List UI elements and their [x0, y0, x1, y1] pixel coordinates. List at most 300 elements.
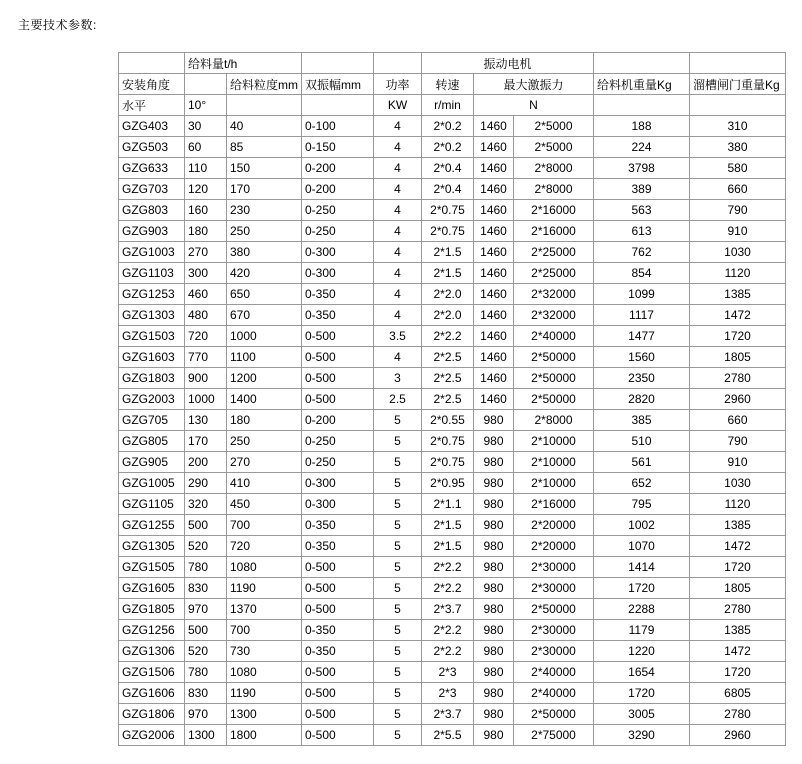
cell-angle-10: 1300 — [227, 704, 302, 725]
cell-speed: 1460 — [474, 263, 514, 284]
cell-horizontal: 120 — [185, 179, 227, 200]
header-row-2 — [119, 74, 786, 95]
cell-feed-size: 0-250 — [302, 431, 374, 452]
cell-feeder-weight: 563 — [594, 200, 690, 221]
cell-amplitude: 4 — [374, 137, 422, 158]
cell-feeder-weight: 762 — [594, 242, 690, 263]
table-row — [119, 410, 786, 431]
cell-speed: 980 — [474, 431, 514, 452]
cell-horizontal: 520 — [185, 641, 227, 662]
cell-horizontal: 200 — [185, 452, 227, 473]
header-install-angle: 安装角度 — [119, 74, 185, 95]
cell-amplitude: 4 — [374, 221, 422, 242]
cell-exciting-force: 2*25000 — [514, 242, 594, 263]
cell-feeder-weight: 1720 — [594, 578, 690, 599]
cell-model: GZG2006 — [119, 725, 185, 746]
cell-feed-size: 0-300 — [302, 473, 374, 494]
cell-gate-weight: 1030 — [690, 242, 786, 263]
cell-horizontal: 110 — [185, 158, 227, 179]
cell-horizontal: 290 — [185, 473, 227, 494]
cell-feed-size: 0-350 — [302, 284, 374, 305]
cell-power: 2*3.7 — [422, 704, 474, 725]
cell-angle-10: 1000 — [227, 326, 302, 347]
cell-feed-size: 0-350 — [302, 620, 374, 641]
cell-model: GZG803 — [119, 200, 185, 221]
cell-exciting-force: 2*40000 — [514, 326, 594, 347]
cell-feed-size: 0-500 — [302, 389, 374, 410]
cell-power: 2*2.2 — [422, 557, 474, 578]
cell-power: 2*0.95 — [422, 473, 474, 494]
cell-model: GZG1103 — [119, 263, 185, 284]
cell-horizontal: 720 — [185, 326, 227, 347]
cell-amplitude: 3.5 — [374, 326, 422, 347]
cell-model: GZG1603 — [119, 347, 185, 368]
cell-angle-10: 720 — [227, 536, 302, 557]
cell-feed-size: 0-150 — [302, 137, 374, 158]
table-row — [119, 431, 786, 452]
cell-gate-weight: 1805 — [690, 578, 786, 599]
table-row — [119, 578, 786, 599]
cell-exciting-force: 2*30000 — [514, 620, 594, 641]
header-cell-blank-6 — [185, 74, 227, 95]
cell-power: 2*3 — [422, 662, 474, 683]
cell-amplitude: 5 — [374, 662, 422, 683]
header-feeder-weight: 给料机重量Kg — [594, 74, 690, 95]
header-feed-size: 给料粒度mm — [227, 74, 302, 95]
cell-feed-size: 0-300 — [302, 263, 374, 284]
header-force-unit: N — [474, 95, 594, 116]
cell-gate-weight: 1720 — [690, 557, 786, 578]
cell-angle-10: 250 — [227, 431, 302, 452]
cell-gate-weight: 910 — [690, 452, 786, 473]
table-row — [119, 347, 786, 368]
cell-speed: 1460 — [474, 200, 514, 221]
cell-feeder-weight: 795 — [594, 494, 690, 515]
cell-model: GZG1805 — [119, 599, 185, 620]
cell-exciting-force: 2*32000 — [514, 284, 594, 305]
cell-model: GZG403 — [119, 116, 185, 137]
cell-amplitude: 5 — [374, 494, 422, 515]
cell-angle-10: 1190 — [227, 683, 302, 704]
cell-feed-size: 0-200 — [302, 158, 374, 179]
table-row — [119, 116, 786, 137]
cell-amplitude: 5 — [374, 452, 422, 473]
cell-model: GZG1003 — [119, 242, 185, 263]
cell-amplitude: 5 — [374, 473, 422, 494]
cell-feeder-weight: 1220 — [594, 641, 690, 662]
cell-power: 2*3 — [422, 683, 474, 704]
table-row — [119, 620, 786, 641]
cell-amplitude: 4 — [374, 305, 422, 326]
cell-angle-10: 650 — [227, 284, 302, 305]
table-row — [119, 683, 786, 704]
cell-horizontal: 780 — [185, 557, 227, 578]
cell-feed-size: 0-250 — [302, 221, 374, 242]
cell-speed: 1460 — [474, 116, 514, 137]
cell-exciting-force: 2*8000 — [514, 179, 594, 200]
cell-speed: 980 — [474, 536, 514, 557]
cell-model: GZG1303 — [119, 305, 185, 326]
header-max-exciting-force: 最大激振力 — [474, 74, 594, 95]
table-row — [119, 284, 786, 305]
cell-angle-10: 230 — [227, 200, 302, 221]
cell-model: GZG1806 — [119, 704, 185, 725]
cell-model: GZG1505 — [119, 557, 185, 578]
cell-angle-10: 180 — [227, 410, 302, 431]
cell-model: GZG703 — [119, 179, 185, 200]
table-row — [119, 158, 786, 179]
cell-feed-size: 0-500 — [302, 725, 374, 746]
cell-exciting-force: 2*40000 — [514, 662, 594, 683]
cell-speed: 980 — [474, 704, 514, 725]
cell-model: GZG1606 — [119, 683, 185, 704]
table-row — [119, 326, 786, 347]
cell-gate-weight: 580 — [690, 158, 786, 179]
cell-exciting-force: 2*10000 — [514, 452, 594, 473]
cell-speed: 1460 — [474, 179, 514, 200]
cell-horizontal: 1300 — [185, 725, 227, 746]
cell-feed-size: 0-300 — [302, 494, 374, 515]
cell-amplitude: 4 — [374, 179, 422, 200]
cell-power: 2*0.75 — [422, 200, 474, 221]
cell-speed: 980 — [474, 599, 514, 620]
cell-gate-weight: 1030 — [690, 473, 786, 494]
header-cell-blank-3 — [374, 53, 422, 74]
cell-speed: 980 — [474, 683, 514, 704]
cell-feeder-weight: 385 — [594, 410, 690, 431]
cell-feed-size: 0-350 — [302, 515, 374, 536]
cell-feeder-weight: 389 — [594, 179, 690, 200]
header-cell-blank-8 — [302, 95, 374, 116]
cell-amplitude: 4 — [374, 242, 422, 263]
cell-power: 2*2.0 — [422, 284, 474, 305]
cell-exciting-force: 2*16000 — [514, 221, 594, 242]
cell-exciting-force: 2*50000 — [514, 599, 594, 620]
cell-exciting-force: 2*5000 — [514, 116, 594, 137]
table-row — [119, 221, 786, 242]
cell-amplitude: 4 — [374, 200, 422, 221]
cell-horizontal: 160 — [185, 200, 227, 221]
cell-gate-weight: 1720 — [690, 662, 786, 683]
cell-speed: 980 — [474, 725, 514, 746]
table-row — [119, 452, 786, 473]
cell-angle-10: 420 — [227, 263, 302, 284]
cell-exciting-force: 2*32000 — [514, 305, 594, 326]
header-feed-rate: 给料量t/h — [185, 53, 302, 74]
cell-horizontal: 300 — [185, 263, 227, 284]
cell-feeder-weight: 1099 — [594, 284, 690, 305]
header-cell-blank-10 — [690, 95, 786, 116]
cell-feed-size: 0-350 — [302, 305, 374, 326]
cell-feed-size: 0-500 — [302, 704, 374, 725]
header-cell-blank-9 — [594, 95, 690, 116]
header-double-amplitude: 双振幅mm — [302, 74, 374, 95]
cell-feed-size: 0-500 — [302, 578, 374, 599]
cell-amplitude: 5 — [374, 410, 422, 431]
cell-amplitude: 5 — [374, 536, 422, 557]
table-row — [119, 557, 786, 578]
cell-feed-size: 0-500 — [302, 326, 374, 347]
header-speed-unit: r/min — [422, 95, 474, 116]
cell-speed: 1460 — [474, 284, 514, 305]
header-angle-10: 10° — [185, 95, 227, 116]
cell-amplitude: 4 — [374, 158, 422, 179]
cell-horizontal: 830 — [185, 578, 227, 599]
cell-amplitude: 5 — [374, 620, 422, 641]
cell-horizontal: 180 — [185, 221, 227, 242]
cell-amplitude: 2.5 — [374, 389, 422, 410]
cell-horizontal: 480 — [185, 305, 227, 326]
cell-gate-weight: 910 — [690, 221, 786, 242]
cell-gate-weight: 1472 — [690, 305, 786, 326]
cell-angle-10: 1190 — [227, 578, 302, 599]
cell-exciting-force: 2*20000 — [514, 536, 594, 557]
cell-speed: 1460 — [474, 221, 514, 242]
cell-power: 2*2.5 — [422, 347, 474, 368]
table-row — [119, 725, 786, 746]
cell-gate-weight: 660 — [690, 410, 786, 431]
cell-model: GZG1305 — [119, 536, 185, 557]
cell-model: GZG1506 — [119, 662, 185, 683]
cell-speed: 980 — [474, 620, 514, 641]
cell-angle-10: 1080 — [227, 662, 302, 683]
cell-feed-size: 0-500 — [302, 662, 374, 683]
cell-feeder-weight: 854 — [594, 263, 690, 284]
table-row — [119, 515, 786, 536]
cell-power: 2*1.1 — [422, 494, 474, 515]
cell-feed-size: 0-250 — [302, 200, 374, 221]
cell-power: 2*1.5 — [422, 242, 474, 263]
cell-angle-10: 1200 — [227, 368, 302, 389]
header-vibrating-motor: 振动电机 — [422, 53, 594, 74]
cell-exciting-force: 2*8000 — [514, 158, 594, 179]
cell-feed-size: 0-250 — [302, 452, 374, 473]
cell-feeder-weight: 1179 — [594, 620, 690, 641]
table-row — [119, 536, 786, 557]
cell-exciting-force: 2*50000 — [514, 347, 594, 368]
cell-angle-10: 170 — [227, 179, 302, 200]
cell-model: GZG1803 — [119, 368, 185, 389]
cell-angle-10: 670 — [227, 305, 302, 326]
cell-feed-size: 0-100 — [302, 116, 374, 137]
cell-exciting-force: 2*5000 — [514, 137, 594, 158]
cell-horizontal: 320 — [185, 494, 227, 515]
table-header — [119, 53, 786, 116]
cell-power: 2*2.0 — [422, 305, 474, 326]
cell-power: 2*0.2 — [422, 116, 474, 137]
cell-horizontal: 1000 — [185, 389, 227, 410]
cell-gate-weight: 1472 — [690, 536, 786, 557]
cell-model: GZG903 — [119, 221, 185, 242]
cell-amplitude: 5 — [374, 704, 422, 725]
cell-exciting-force: 2*50000 — [514, 704, 594, 725]
cell-feed-size: 0-500 — [302, 557, 374, 578]
cell-exciting-force: 2*16000 — [514, 494, 594, 515]
cell-exciting-force: 2*8000 — [514, 410, 594, 431]
cell-amplitude: 4 — [374, 347, 422, 368]
cell-speed: 1460 — [474, 368, 514, 389]
cell-speed: 1460 — [474, 347, 514, 368]
cell-power: 2*0.4 — [422, 158, 474, 179]
cell-power: 2*0.55 — [422, 410, 474, 431]
cell-speed: 1460 — [474, 326, 514, 347]
cell-power: 2*0.75 — [422, 452, 474, 473]
cell-gate-weight: 1120 — [690, 263, 786, 284]
cell-power: 2*2.2 — [422, 578, 474, 599]
cell-speed: 980 — [474, 557, 514, 578]
cell-exciting-force: 2*10000 — [514, 431, 594, 452]
cell-angle-10: 1800 — [227, 725, 302, 746]
cell-exciting-force: 2*30000 — [514, 557, 594, 578]
cell-feed-size: 0-350 — [302, 641, 374, 662]
cell-angle-10: 85 — [227, 137, 302, 158]
cell-feeder-weight: 613 — [594, 221, 690, 242]
cell-power: 2*0.75 — [422, 431, 474, 452]
header-gate-weight: 溜槽闸门重量Kg — [690, 74, 786, 95]
cell-power: 2*0.75 — [422, 221, 474, 242]
cell-gate-weight: 2960 — [690, 389, 786, 410]
table-row — [119, 179, 786, 200]
cell-feeder-weight: 3005 — [594, 704, 690, 725]
cell-amplitude: 5 — [374, 578, 422, 599]
cell-power: 2*1.5 — [422, 536, 474, 557]
cell-angle-10: 410 — [227, 473, 302, 494]
cell-horizontal: 130 — [185, 410, 227, 431]
cell-amplitude: 5 — [374, 599, 422, 620]
cell-feeder-weight: 1654 — [594, 662, 690, 683]
cell-angle-10: 1100 — [227, 347, 302, 368]
cell-amplitude: 5 — [374, 725, 422, 746]
cell-horizontal: 270 — [185, 242, 227, 263]
cell-horizontal: 30 — [185, 116, 227, 137]
cell-feed-size: 0-500 — [302, 347, 374, 368]
cell-horizontal: 520 — [185, 536, 227, 557]
cell-amplitude: 5 — [374, 431, 422, 452]
cell-model: GZG2003 — [119, 389, 185, 410]
cell-gate-weight: 6805 — [690, 683, 786, 704]
table-row — [119, 137, 786, 158]
table-row — [119, 305, 786, 326]
cell-exciting-force: 2*30000 — [514, 641, 594, 662]
cell-gate-weight: 380 — [690, 137, 786, 158]
cell-gate-weight: 1720 — [690, 326, 786, 347]
cell-gate-weight: 790 — [690, 200, 786, 221]
cell-power: 2*2.2 — [422, 326, 474, 347]
cell-amplitude: 4 — [374, 263, 422, 284]
cell-model: GZG1256 — [119, 620, 185, 641]
cell-speed: 980 — [474, 452, 514, 473]
cell-exciting-force: 2*30000 — [514, 578, 594, 599]
cell-exciting-force: 2*50000 — [514, 389, 594, 410]
cell-feeder-weight: 1414 — [594, 557, 690, 578]
cell-power: 2*1.5 — [422, 263, 474, 284]
cell-feed-size: 0-500 — [302, 683, 374, 704]
cell-power: 2*0.4 — [422, 179, 474, 200]
cell-horizontal: 970 — [185, 704, 227, 725]
cell-speed: 1460 — [474, 305, 514, 326]
cell-power: 2*5.5 — [422, 725, 474, 746]
spec-table-container — [118, 52, 786, 746]
cell-exciting-force: 2*20000 — [514, 515, 594, 536]
cell-angle-10: 1370 — [227, 599, 302, 620]
cell-gate-weight: 1120 — [690, 494, 786, 515]
cell-horizontal: 170 — [185, 431, 227, 452]
cell-amplitude: 4 — [374, 284, 422, 305]
header-power-unit: KW — [374, 95, 422, 116]
cell-feeder-weight: 1560 — [594, 347, 690, 368]
cell-speed: 980 — [474, 494, 514, 515]
table-row — [119, 263, 786, 284]
cell-horizontal: 900 — [185, 368, 227, 389]
cell-gate-weight: 1385 — [690, 284, 786, 305]
table-row — [119, 662, 786, 683]
technical-parameters-table — [118, 52, 786, 746]
cell-horizontal: 500 — [185, 620, 227, 641]
cell-speed: 980 — [474, 578, 514, 599]
cell-gate-weight: 2780 — [690, 599, 786, 620]
cell-gate-weight: 2780 — [690, 368, 786, 389]
cell-feed-size: 0-500 — [302, 599, 374, 620]
cell-model: GZG503 — [119, 137, 185, 158]
cell-gate-weight: 1385 — [690, 620, 786, 641]
cell-exciting-force: 2*75000 — [514, 725, 594, 746]
cell-feed-size: 0-200 — [302, 410, 374, 431]
cell-feeder-weight: 3798 — [594, 158, 690, 179]
cell-feeder-weight: 2820 — [594, 389, 690, 410]
cell-model: GZG1255 — [119, 515, 185, 536]
cell-angle-10: 250 — [227, 221, 302, 242]
cell-gate-weight: 1472 — [690, 641, 786, 662]
cell-speed: 1460 — [474, 158, 514, 179]
cell-horizontal: 60 — [185, 137, 227, 158]
cell-angle-10: 40 — [227, 116, 302, 137]
cell-feeder-weight: 3290 — [594, 725, 690, 746]
cell-angle-10: 700 — [227, 620, 302, 641]
cell-horizontal: 830 — [185, 683, 227, 704]
cell-horizontal: 500 — [185, 515, 227, 536]
cell-speed: 980 — [474, 662, 514, 683]
header-horizontal: 水平 — [119, 95, 185, 116]
header-cell-blank-7 — [227, 95, 302, 116]
table-row — [119, 473, 786, 494]
cell-model: GZG1605 — [119, 578, 185, 599]
cell-exciting-force: 2*25000 — [514, 263, 594, 284]
cell-speed: 1460 — [474, 137, 514, 158]
cell-model: GZG705 — [119, 410, 185, 431]
cell-model: GZG1253 — [119, 284, 185, 305]
cell-gate-weight: 1805 — [690, 347, 786, 368]
cell-amplitude: 3 — [374, 368, 422, 389]
cell-feed-size: 0-350 — [302, 536, 374, 557]
cell-gate-weight: 1385 — [690, 515, 786, 536]
cell-exciting-force: 2*10000 — [514, 473, 594, 494]
cell-speed: 1460 — [474, 389, 514, 410]
cell-angle-10: 700 — [227, 515, 302, 536]
cell-feeder-weight: 2350 — [594, 368, 690, 389]
header-power: 功率 — [374, 74, 422, 95]
table-row — [119, 242, 786, 263]
cell-amplitude: 5 — [374, 557, 422, 578]
cell-feed-size: 0-500 — [302, 368, 374, 389]
cell-gate-weight: 2960 — [690, 725, 786, 746]
cell-feed-size: 0-200 — [302, 179, 374, 200]
header-row-1 — [119, 53, 786, 74]
cell-feeder-weight: 188 — [594, 116, 690, 137]
cell-amplitude: 5 — [374, 683, 422, 704]
cell-feeder-weight: 1070 — [594, 536, 690, 557]
cell-exciting-force: 2*50000 — [514, 368, 594, 389]
cell-gate-weight: 2780 — [690, 704, 786, 725]
